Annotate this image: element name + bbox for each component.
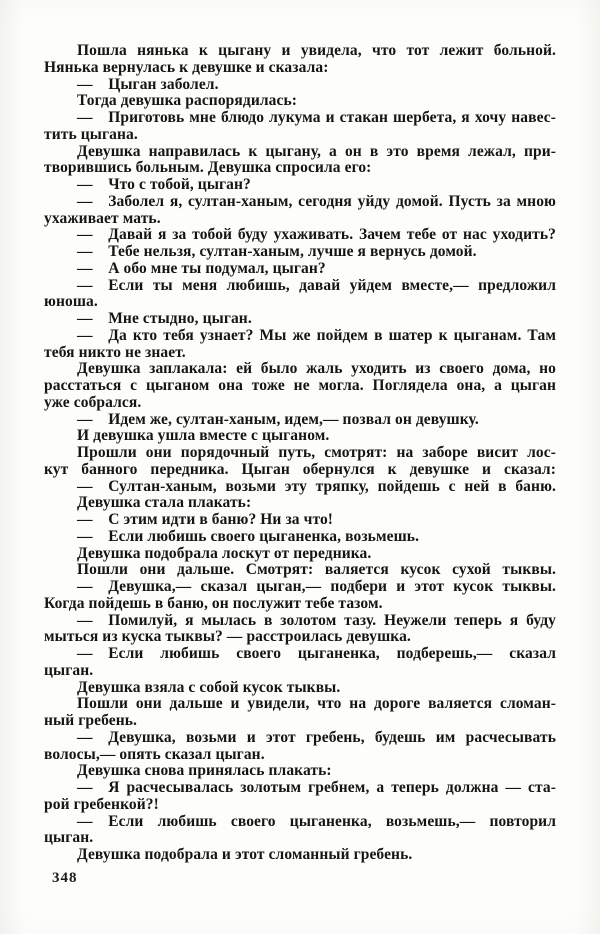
text-line: — Приготовь мне блюдо лукума и стакан шербета, я хочу навес- [77,109,556,126]
text-line: Тогда девушка распорядилась: [77,92,298,110]
text-line: — С этим идти в баню? Ни за что! [77,511,334,528]
text-line: — Да кто тебя узнает? Мы же пойдем в шатер к цыганам. Там [77,326,556,344]
text-line: тить цыгана. [44,125,138,143]
text-line: расстаться с цыганом она тоже не могла. Поглядела она, а цыган [44,377,556,394]
text-line: И девушка ушла вместе с цыганом. [77,427,330,445]
text-line: Девушка взяла с собой кусок тыквы. [77,678,341,696]
text-line: Нянька вернулась к девушке и сказала: [44,58,329,76]
text-line: — Если любишь своего цыганенка, возьмешь,— повторил [77,812,556,830]
text-line: Когда пойдешь в баню, он послужит тебе тазом. [44,594,383,612]
text-line: — Цыган заболел. [77,75,219,93]
text-line: — Что с тобой, цыган? [77,176,251,193]
text-line: уже собрался. [44,393,142,411]
text-line: мыться из куска тыквы? — расстроилась девушка. [44,628,411,646]
text-line: Пошли они дальше. Смотрят: валяется кусок сухой тыквы. [77,561,556,579]
text-line: — Мне стыдно, цыган. [77,310,252,327]
text-line: волосы,— опять сказал цыган. [44,745,265,763]
text-line: Прошли они порядочный путь, смотрят: на заборе висит лос- [77,444,556,461]
text-line: ный гребень. [44,712,138,729]
text-line: — Если любишь своего цыганенка, подберешь,— сказал [77,645,556,662]
page-number: 348 [52,870,78,886]
text-line: юноша. [44,293,98,311]
text-line: — Помилуй, я мылась в золотом тазу. Неужели теперь я буду [77,611,556,629]
text-line: — Тебе нельзя, султан-ханым, лучше я вернусь домой. [77,243,477,260]
text-line: рой гребенкой?! [44,795,159,813]
text-line: Девушка подобрала лоскут от передника. [77,544,372,562]
text-line: цыган. [44,661,94,679]
text-line: — Давай я за тобой буду ухаживать. Зачем тебе от нас уходить? [77,226,556,244]
text-line: Девушка стала плакать: [77,494,252,512]
text-line: тебя никто не знает. [44,343,186,361]
text-line: — Если ты меня любишь, давай уйдем вместе,— предложил [77,276,556,294]
text-line: цыган. [44,829,94,847]
text-line: — Заболел я, султан-ханым, сегодня уйду домой. Пусть за мною [77,192,556,210]
text-line: творившись больным. Девушка спросила его: [44,159,372,177]
text-line: — Девушка, возьми и этот гребень, будешь им расчесывать [77,728,556,746]
text-line: Девушка заплакала: ей было жаль уходить из своего дома, но [77,360,556,378]
text-line: Девушка подобрала и этот сломанный гребень. [77,846,413,863]
text-line: — Девушка,— сказал цыган,— подбери и этот кусок тыквы. [77,578,556,595]
text-line: — Идем же, султан-ханым, идем,— позвал он девушку. [77,410,479,428]
text-line: — Султан-ханым, возьми эту тряпку, пойдешь с ней в баню. [77,477,556,495]
text-line: — Если любишь своего цыганенка, возьмешь. [77,527,420,545]
story-text-block [44,43,556,864]
text-line: Девушка снова принялась плакать: [77,762,332,780]
text-line: Девушка направилась к цыгану, а он в это время лежал, при- [77,142,556,160]
text-line: Пошла нянька к цыгану и увидела, что тот лежит больной. [77,42,556,59]
text-line: — А обо мне ты подумал, цыган? [77,259,326,277]
text-line: ухаживает мать. [44,209,161,227]
text-line: — Я расчесывалась золотым гребнем, а теперь должна — ста- [77,779,556,796]
text-line: кут банного передника. Цыган обернулся к девушке и сказал: [44,460,556,478]
text-line: Пошли они дальше и увидели, что на дороге валяется сломан- [77,695,556,713]
